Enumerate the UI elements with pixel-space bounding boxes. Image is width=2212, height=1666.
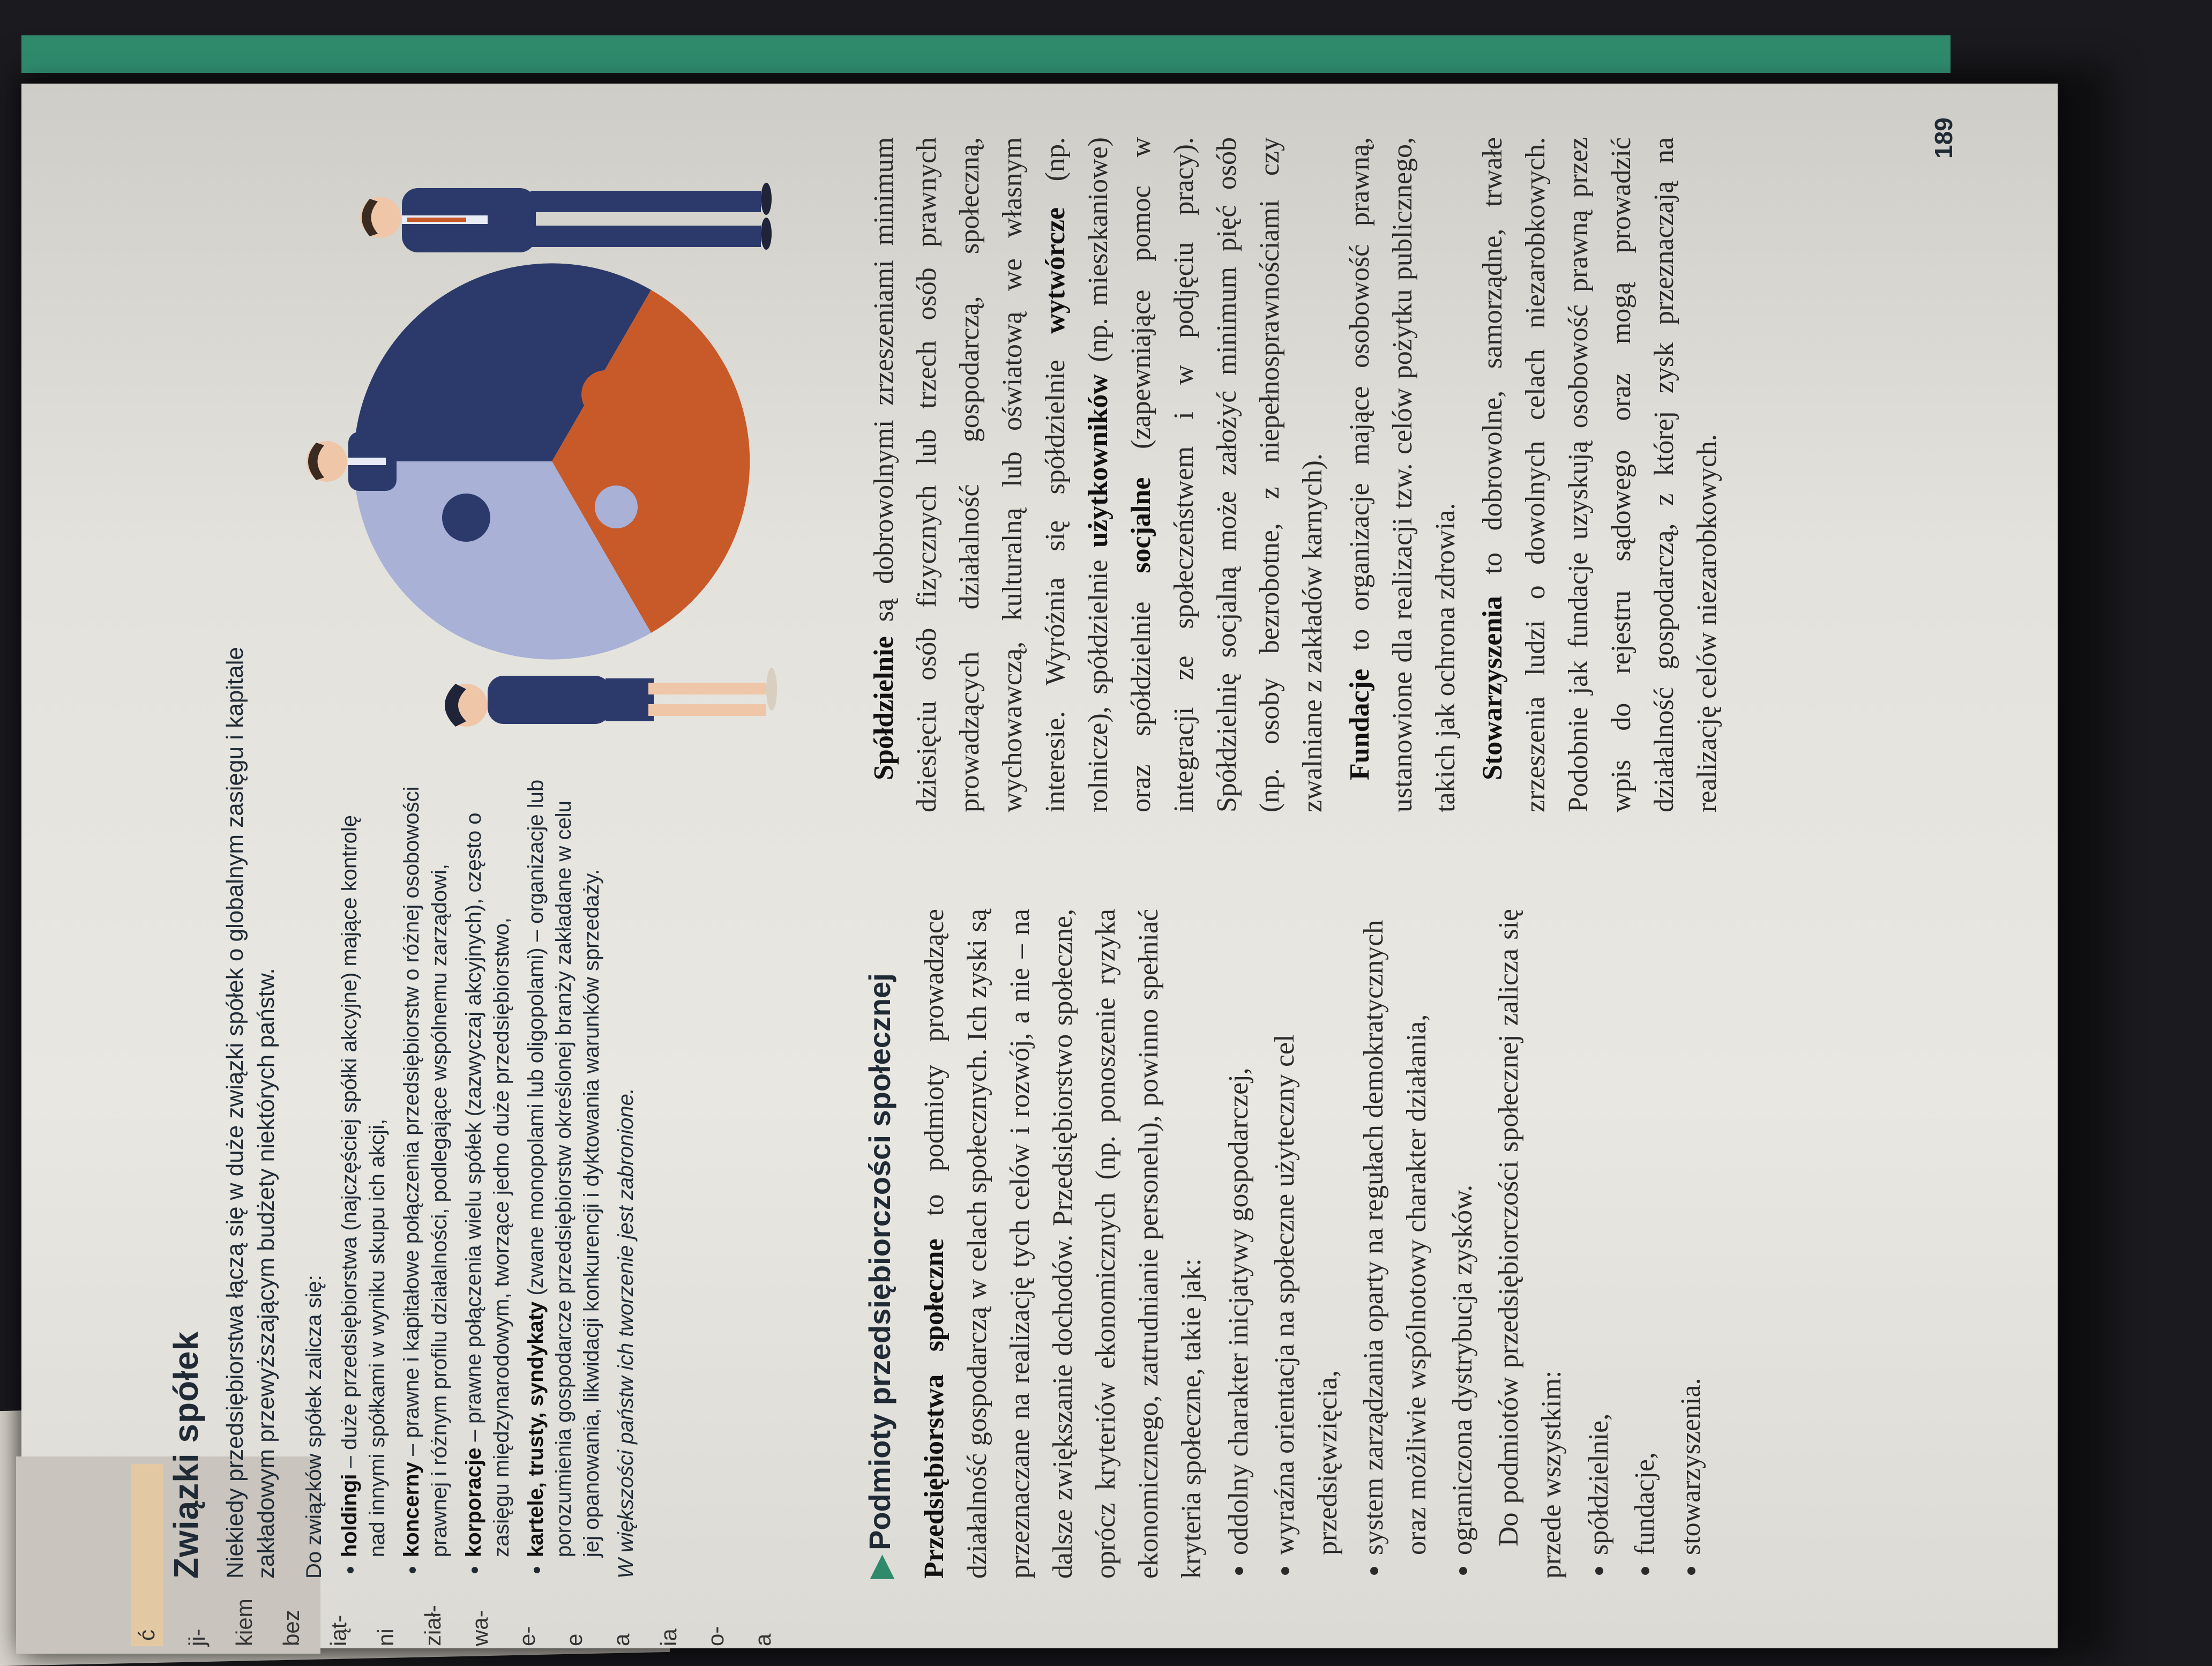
green-edge-band	[21, 35, 1951, 73]
term: koncerny	[400, 1462, 423, 1557]
paragraph	[913, 909, 1213, 1579]
paragraph-foundations	[1339, 137, 1467, 812]
criteria-list	[1217, 909, 1484, 1579]
list-item: • system zarządzania oparty na regułach demokratycznych oraz możliwie wspólnotowy charakter działania,	[1352, 909, 1438, 1555]
tab-fragment: e-	[514, 1626, 540, 1646]
paragraph-associations	[1471, 137, 1729, 812]
paragraph-text: są dobrowolnymi zrzeszeniami minimum dziesięciu osób fizycznych lub trzech osób prawnych prowadzących działalność gospodarczą, społeczną, wychowawczą, kulturalną lub oświatową we własnym interesie. Wyróżnia się spółdzielnie	[869, 137, 1071, 812]
list-item	[335, 775, 391, 1557]
entities-list	[1578, 909, 1713, 1579]
tab-fragment: iąt-	[326, 1615, 351, 1646]
term: Spółdzielnie	[869, 636, 899, 780]
list-item: • fundacje,	[1624, 909, 1667, 1555]
page-number: 189	[1930, 117, 1957, 159]
tab-fragment: a	[750, 1633, 775, 1646]
definition: (zwane monopolami lub oligopolami) – organizacje lub porozumienia gospodarcze przedsiębiorstw określonej branży zakładane w celu jej opanowania, likwidacji konkurencji i dyktowania warunków sprzedaży.	[524, 779, 603, 1557]
paragraph-text: (np. mieszkaniowe) oraz spółdzielnie	[1083, 137, 1156, 812]
term: socjalne	[1126, 477, 1156, 573]
tab-fragment: ć	[131, 1464, 163, 1646]
tab-fragment: ji-	[184, 1628, 210, 1646]
company-unions-box	[300, 775, 647, 1579]
paragraph-cooperatives	[863, 137, 1334, 812]
definition: – prawne połączenia wielu spółek (zazwyczaj akcyjnych), często o zasięgu międzynarodowym, tworzące jedno duże przedsiębiorstwo,	[462, 812, 513, 1557]
businesswoman-figure	[445, 668, 777, 727]
unions-list	[335, 775, 606, 1579]
paragraph-text: to dobrowolne, samorządne, trwałe zrzeszenia ludzi o dowolnych celach niezarobkowych. Podobnie jak fundacje uzyskują osobowość prawną przez wpis do rejestru sądowego oraz mogą prowadzić działalność gospodarczą, z której zysk przeznaczają na realizację celów niezarobkowych.	[1477, 137, 1722, 812]
list-item	[398, 775, 453, 1557]
paragraph-text: (zapewniające pomoc w integracji ze społeczeństwem i w podjęciu pracy). Spółdzielnię socjalną może założyć minimum pięć osób (np. osoby bezrobotne, z niepełnosprawnościami czy zwalniane z zakładów karnych).	[1126, 137, 1328, 812]
paragraph: Do podmiotów przedsiębiorczości społecznej zalicza się przede wszystkim:	[1493, 909, 1567, 1579]
closing-note: W większości państw ich tworzenie jest zabronione.	[614, 1088, 638, 1579]
tab-fragment: ział-	[420, 1604, 445, 1646]
list-item: • ograniczona dystrybucja zysków.	[1441, 909, 1484, 1555]
term: Fundacje	[1344, 669, 1375, 780]
list-item	[460, 775, 515, 1557]
paragraph-text: (np. rolnicze), spółdzielnie	[1040, 137, 1114, 812]
entities-description-column	[863, 137, 1733, 812]
puzzle-circle	[354, 263, 750, 659]
term: wytwórcze	[1040, 207, 1071, 334]
subsection-heading	[863, 909, 897, 1579]
puzzle-business-illustration	[273, 153, 809, 770]
tab-fragment: wa-	[467, 1610, 492, 1646]
social-enterprise-column	[863, 909, 1716, 1579]
section-title: Związki spółek	[167, 1331, 205, 1579]
businessman-figure-right	[360, 183, 772, 252]
list-item	[522, 775, 606, 1557]
list-item: • wyraźna orientacja na społeczne użyteczny cel przedsięwzięcia,	[1264, 909, 1349, 1555]
term: Stowarzyszenia	[1477, 596, 1508, 780]
term: holdingi	[338, 1474, 361, 1557]
list-intro: Do związków spółek zalicza się:	[302, 1275, 326, 1579]
list-item: • stowarzyszenia.	[1670, 909, 1713, 1555]
tab-fragment: ia	[656, 1628, 681, 1646]
list-item: • oddolny charakter inicjatywy gospodarczej,	[1217, 909, 1260, 1555]
list-item: • spółdzielnie,	[1578, 909, 1620, 1555]
businessman-figure-top	[307, 432, 397, 491]
term: Przedsiębiorstwa społeczne	[919, 1238, 950, 1579]
term: użytkowników	[1083, 374, 1114, 548]
paragraph-text: to organizacje mające osobowość prawną, ustanowione dla realizacji tzw. celów pożytku publicznego, takich jak ochrona zdrowia.	[1344, 137, 1461, 812]
triangle-bullet-icon: ▶	[863, 1555, 896, 1579]
paragraph-text: to podmioty prowadzące działalność gospodarczą w celach społecznych. Ich zyski są przeznaczane na realizację tych celów i rozwój, a nie – na dalsze zwiększanie dochodów. Przedsiębiorstwo społeczne, oprócz kryteriów ekonomicznych (np. ponoszenie ryzyka ekonomicznego, zatrudnianie personelu), powinno spełniać kryteria społeczne, takie jak:	[919, 909, 1207, 1579]
heading-text: Podmioty przedsiębiorczości społecznej	[863, 973, 896, 1550]
definition: – duże przedsiębiorstwa (najczęściej spółki akcyjne) mające kontrolę nad innymi spółkami w wyniku skupu ich akcji,	[338, 815, 389, 1557]
section-intro: Niekiedy przedsiębiorstwa łączą się w duże związki spółek o globalnym zasięgu i kapitale zakładowym przewyższającym budżety niektórych państw.	[222, 647, 279, 1579]
tab-fragment: e	[562, 1633, 587, 1646]
tab-fragment: a	[609, 1633, 634, 1646]
definition: – prawne i kapitałowe połączenia przedsiębiorstw o różnej osobowości prawnej i różnym profilu działalności, podlegające wspólnemu zarządowi,	[400, 786, 451, 1557]
tab-fragment: kiem	[231, 1598, 257, 1646]
tab-fragment: bez	[279, 1610, 304, 1646]
term: kartele, trusty, syndykaty	[524, 1301, 548, 1557]
tab-fragment: ni	[373, 1628, 398, 1646]
book-page	[21, 84, 2058, 1648]
tab-fragment: o-	[703, 1626, 728, 1646]
term: korporacje	[462, 1447, 485, 1557]
